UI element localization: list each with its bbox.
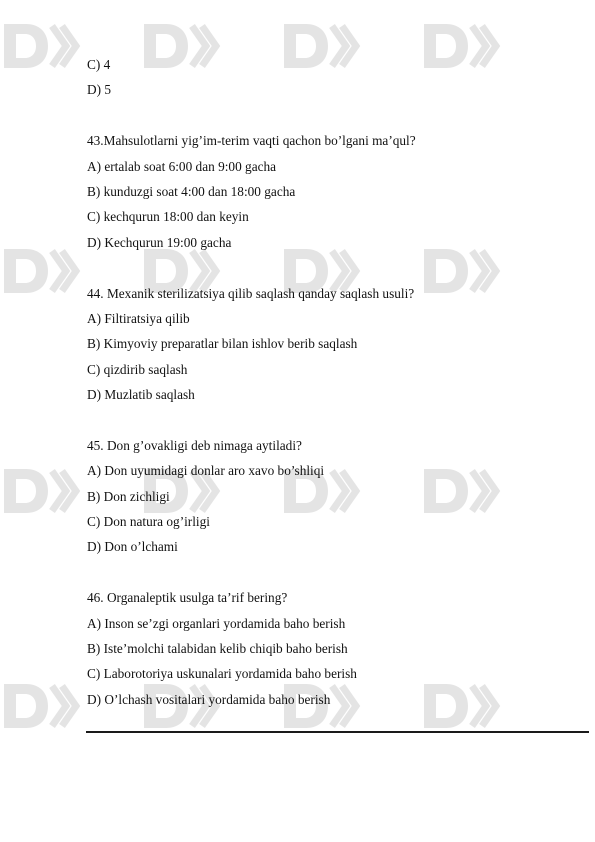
answer-option: D) Don o’lchami [87, 539, 178, 555]
answer-option: C) qizdirib saqlash [87, 361, 188, 377]
answer-option: C) kechqurun 18:00 dan keyin [87, 209, 249, 225]
blank-line [87, 564, 587, 589]
watermark-logo [0, 245, 84, 297]
answer-option: C) Don natura og’irligi [87, 514, 210, 530]
watermark-logo [0, 20, 84, 72]
watermark-logo [0, 465, 84, 517]
watermark-logo [0, 680, 84, 732]
answer-option: D) O’lchash vositalari yordamida baho berish [87, 691, 331, 707]
horizontal-rule [86, 731, 589, 733]
question-45: 45. Don g’ovakligi deb nimaga aytiladi? [87, 437, 302, 453]
answer-option: B) kunduzgi soat 4:00 dan 18:00 gacha [87, 183, 296, 199]
question-44: 44. Mexanik sterilizatsiya qilib saqlash qanday saqlash usuli? [87, 285, 415, 301]
blank-line [87, 259, 587, 284]
question-43: 43.Mahsulotlarni yig’im-terim vaqti qachon bo’lgani ma’qul? [87, 133, 416, 149]
blank-line [87, 411, 587, 436]
answer-option: A) Filtiratsiya qilib [87, 310, 190, 326]
answer-option: B) Don zichligi [87, 488, 170, 504]
answer-option: A) ertalab soat 6:00 dan 9:00 gacha [87, 158, 277, 174]
document-body [87, 56, 587, 716]
answer-option: A) Inson se’zgi organlari yordamida baho berish [87, 615, 346, 631]
blank-line [87, 107, 587, 132]
answer-option: D) 5 [87, 82, 112, 98]
answer-option: C) Laborotoriya uskunalari yordamida baho berish [87, 666, 357, 682]
answer-option: D) Kechqurun 19:00 gacha [87, 234, 232, 250]
question-46: 46. Organaleptik usulga ta’rif bering? [87, 590, 288, 606]
answer-option: B) Iste’molchi talabidan kelib chiqib baho berish [87, 640, 348, 656]
answer-option: B) Kimyoviy preparatlar bilan ishlov berib saqlash [87, 336, 358, 352]
answer-option: A) Don uyumidagi donlar aro xavo bo’shliqi [87, 463, 325, 479]
answer-option: C) 4 [87, 57, 111, 72]
answer-option: D) Muzlatib saqlash [87, 387, 195, 403]
